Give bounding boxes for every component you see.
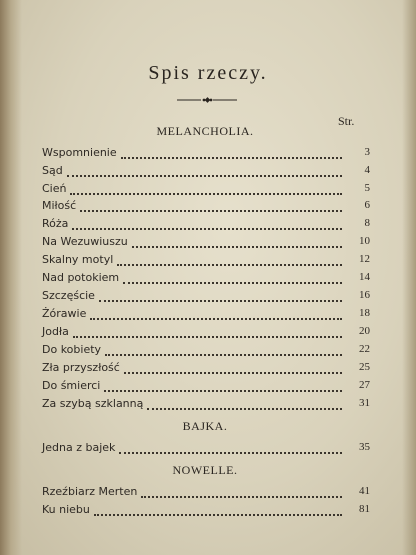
leader-dots: [141, 482, 342, 498]
entry-title: Róża: [42, 217, 69, 230]
entry-page-number: 20: [359, 325, 370, 337]
section-heading-nowelle: NOWELLE.: [172, 463, 238, 477]
entry-title: Do śmierci: [42, 379, 101, 392]
toc-entry: [0, 397, 416, 415]
page-title: Spis rzeczy.: [148, 62, 268, 84]
leader-dots: [147, 394, 342, 410]
entry-title: Wspomnienie: [42, 146, 117, 159]
entry-title: Do kobiety: [42, 343, 102, 356]
section-heading-melancholia: MELANCHOLIA.: [156, 124, 254, 138]
entry-title: Jedna z bajek: [42, 441, 116, 454]
entry-title: Nad potokiem: [42, 271, 120, 284]
leader-dots: [70, 179, 342, 195]
entry-page-number: 81: [359, 503, 370, 515]
entry-page-number: 31: [359, 397, 370, 409]
leader-dots: [90, 304, 342, 320]
leader-dots: [99, 286, 342, 302]
title-ornament-divider: [177, 95, 237, 105]
leader-dots: [123, 268, 342, 284]
entry-page-number: 22: [359, 343, 370, 355]
leader-dots: [119, 438, 342, 454]
entry-page-number: 16: [359, 289, 370, 301]
entry-page-number: 27: [359, 379, 370, 391]
leader-dots: [72, 214, 342, 230]
entry-title: Rzeźbiarz Merten: [42, 485, 138, 498]
entry-title: Cień: [42, 182, 67, 195]
leader-dots: [105, 340, 342, 356]
entry-page-number: 10: [359, 235, 370, 247]
leader-dots: [121, 143, 342, 159]
entry-page-number: 6: [364, 199, 370, 211]
leader-dots: [80, 196, 342, 212]
leader-dots: [124, 358, 342, 374]
leader-dots: [132, 232, 342, 248]
leader-dots: [73, 322, 342, 338]
entry-title: Sąd: [42, 164, 63, 177]
page-column-label: Str.: [338, 114, 355, 128]
entry-title: Jodła: [42, 325, 69, 338]
entry-title: Miłość: [42, 199, 77, 212]
entry-page-number: 41: [359, 485, 370, 497]
entry-page-number: 3: [364, 146, 370, 158]
entry-page-number: 25: [359, 361, 370, 373]
leader-dots: [67, 161, 342, 177]
entry-title: Zła przyszłość: [42, 361, 120, 374]
entry-page-number: 4: [364, 164, 370, 176]
entry-title: Za szybą szklanną: [42, 397, 144, 410]
entry-title: Na Wezuwiuszu: [42, 235, 128, 248]
leader-dots: [104, 376, 342, 392]
leader-dots: [94, 500, 342, 516]
leader-dots: [117, 250, 342, 266]
toc-entry: [0, 441, 416, 459]
entry-title: Szczęście: [42, 289, 95, 302]
entry-page-number: 12: [359, 253, 370, 265]
entry-page-number: 18: [359, 307, 370, 319]
entry-page-number: 5: [364, 182, 370, 194]
toc-entry: [0, 503, 416, 521]
entry-title: Skalny motyl: [42, 253, 114, 266]
entry-page-number: 8: [364, 217, 370, 229]
entry-page-number: 14: [359, 271, 370, 283]
section-heading-bajka: BAJKA.: [182, 419, 228, 433]
entry-title: Ku niebu: [42, 503, 90, 516]
entry-title: Żórawie: [42, 307, 87, 320]
entry-page-number: 35: [359, 441, 370, 453]
